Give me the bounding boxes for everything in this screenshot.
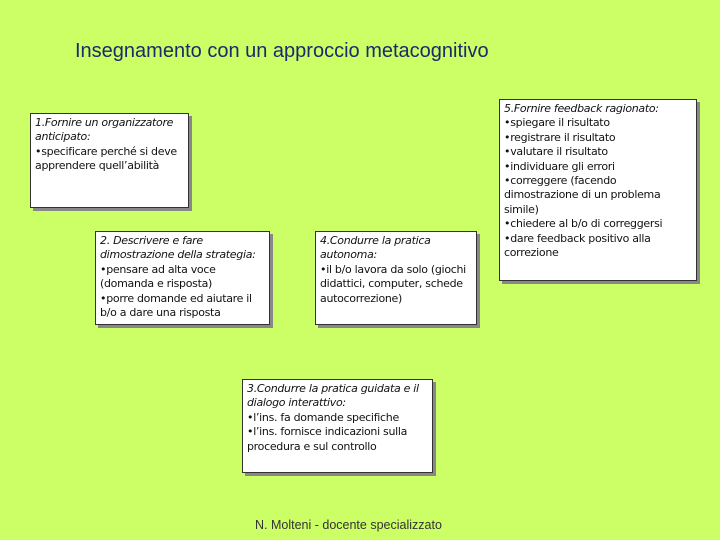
step-3-heading: 3.Condurre la pratica guidata e il dialogo interattivo: <box>247 382 419 410</box>
step-5-item: • spiegare il risultato <box>504 116 692 130</box>
step-2-heading: 2. Descrivere e fare dimostrazione della strategia: <box>100 234 256 262</box>
step-3-box <box>242 379 433 473</box>
step-1-heading: 1.Fornire un organizzatore anticipato: <box>35 116 174 144</box>
step-5-item: • correggere (facendo dimostrazione di un problema simile) <box>504 174 692 217</box>
step-2-box <box>95 231 270 325</box>
step-5-item: • individuare gli errori <box>504 160 692 174</box>
step-3-item: • l’ins. fa domande specifiche <box>247 411 428 425</box>
step-5-item: • chiedere al b/o di correggersi <box>504 217 692 231</box>
step-5-item: • registrare il risultato <box>504 131 692 145</box>
step-4-item: • il b/o lavora da solo (giochi didattici, computer, schede autocorrezione) <box>320 263 472 306</box>
step-5-item: • dare feedback positivo alla correzione <box>504 232 692 261</box>
step-5-item: • valutare il risultato <box>504 145 692 159</box>
page-title: Insegnamento con un approccio metacognitivo <box>75 40 489 62</box>
step-2-item: • pensare ad alta voce (domanda e risposta) <box>100 263 265 292</box>
author-footer: N. Molteni - docente specializzato <box>255 518 442 532</box>
step-4-box <box>315 231 477 325</box>
step-2-item: • porre domande ed aiutare il b/o a dare una risposta <box>100 292 265 321</box>
step-1-item: • specificare perché si deve apprendere quell’abilità <box>35 145 184 174</box>
step-4-heading: 4.Condurre la pratica autonoma: <box>320 234 431 262</box>
step-5-box <box>499 99 697 281</box>
step-3-item: • l’ins. fornisce indicazioni sulla procedura e sul controllo <box>247 425 428 454</box>
step-1-box <box>30 113 189 208</box>
step-5-heading: 5.Fornire feedback ragionato: <box>504 102 659 115</box>
